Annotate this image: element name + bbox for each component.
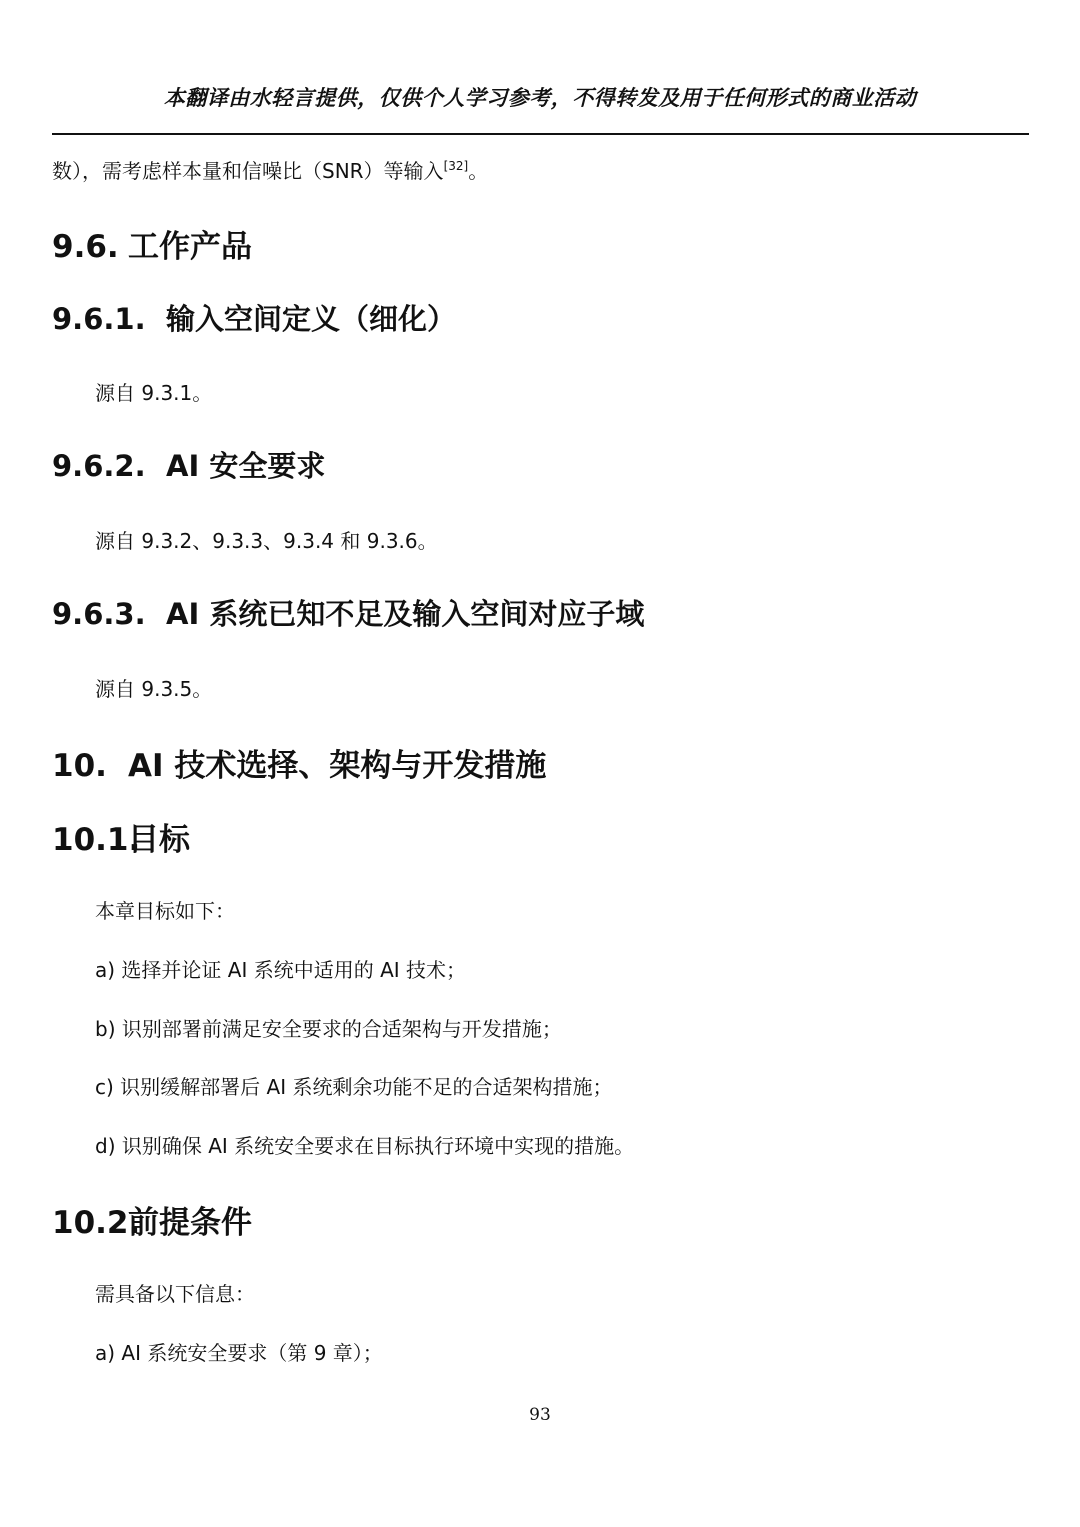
heading-title: 目标 xyxy=(128,822,190,858)
heading-9-6-2 xyxy=(52,444,325,485)
heading-title: AI 系统已知不足及输入空间对应子域 xyxy=(166,597,645,631)
list-item: a) 选择并论证 AI 系统中适用的 AI 技术； xyxy=(95,958,467,982)
heading-number: 9.6.2. xyxy=(52,449,146,483)
page-number: 93 xyxy=(529,1405,551,1425)
heading-title: 输入空间定义（细化） xyxy=(166,302,457,336)
heading-title: AI 技术选择、架构与开发措施 xyxy=(128,748,547,784)
body-9-6-1: 源自 9.3.1。 xyxy=(95,381,213,405)
heading-title: 前提条件 xyxy=(128,1205,252,1241)
heading-10 xyxy=(52,740,546,785)
carryover-text: 数），需考虑样本量和信噪比（SNR）等输入 xyxy=(52,159,444,183)
body-9-6-3: 源自 9.3.5。 xyxy=(95,677,213,701)
heading-9-6-1 xyxy=(52,297,456,338)
heading-number: 9.6.3. xyxy=(52,597,146,631)
list-item: d) 识别确保 AI 系统安全要求在目标执行环境中实现的措施。 xyxy=(95,1134,635,1158)
heading-9-6 xyxy=(52,221,252,266)
citation-ref: [32] xyxy=(443,159,469,173)
heading-number: 9.6.1. xyxy=(52,302,146,336)
heading-title: AI 安全要求 xyxy=(166,449,326,483)
body-9-6-2: 源自 9.3.2、9.3.3、9.3.4 和 9.3.6。 xyxy=(95,529,438,553)
intro-10-2: 需具备以下信息： xyxy=(95,1282,255,1306)
heading-10-1 xyxy=(52,814,190,859)
heading-number: 10. xyxy=(52,748,107,784)
heading-number: 10.2. xyxy=(52,1205,141,1241)
header-notice: 本翻译由水轻言提供，仅供个人学习参考，不得转发及用于任何形式的商业活动 xyxy=(163,86,917,110)
heading-number: 10.1. xyxy=(52,822,141,858)
list-item: b) 识别部署前满足安全要求的合适架构与开发措施； xyxy=(95,1017,562,1041)
heading-number: 9.6. xyxy=(52,229,119,265)
heading-10-2 xyxy=(52,1197,252,1242)
heading-title: 工作产品 xyxy=(128,229,252,265)
header-rule xyxy=(52,133,1029,135)
carryover-end: 。 xyxy=(468,159,489,183)
intro-10-1: 本章目标如下： xyxy=(95,899,235,923)
heading-9-6-3 xyxy=(52,592,644,633)
list-item: c) 识别缓解部署后 AI 系统剩余功能不足的合适架构措施； xyxy=(95,1075,613,1099)
list-item: a) AI 系统安全要求（第 9 章）； xyxy=(95,1341,383,1365)
carryover-paragraph xyxy=(52,155,488,184)
